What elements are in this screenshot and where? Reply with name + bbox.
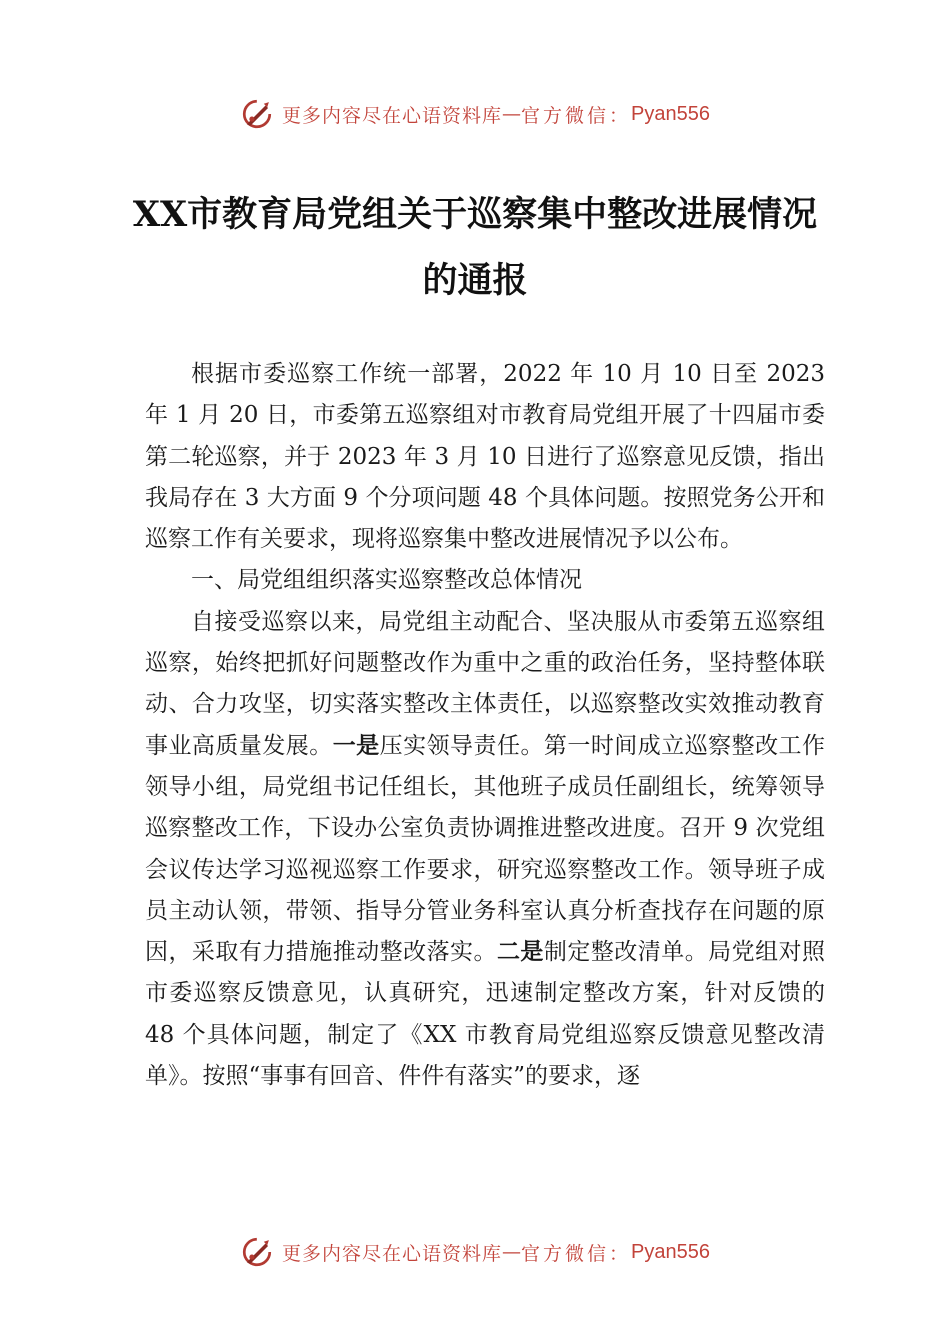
banner-text: 更多内容尽在心语资料库	[282, 1242, 503, 1265]
brush-logo-icon	[240, 97, 274, 131]
banner-wechat-label: 官方微信：	[521, 104, 632, 127]
section-text-part3: 制定整改清单。局党组对照市委巡察反馈意见，认真研究，迅速制定整改方案，针对反馈的 48 个具体问题，制定了《XX 市教育局党组巡察反馈意见整改清单》。按照“事事有回音、件件有落实”的要求，逐	[145, 939, 826, 1090]
banner-wechat-id: Pyan556	[631, 1240, 710, 1263]
banner-separator: —	[502, 1241, 522, 1263]
banner-wechat-label: 官方微信：	[521, 1242, 632, 1265]
section-heading: 一、局党组组织落实巡察整改总体情况	[191, 567, 582, 594]
section-text-part1: 自接受巡察以来，局党组主动配合、坚决服从市委第五巡察组巡察，始终把抓好问题整改作为重中之重的政治任务，坚持整体联动、合力攻坚，切实落实整改主体责任，以巡察整改实效推动教育事业高质量发展。	[145, 608, 825, 759]
footer-banner	[0, 1230, 950, 1274]
emphasis-second: 二是	[496, 939, 544, 966]
banner-text: 更多内容尽在心语资料库	[282, 104, 503, 127]
section-paragraph	[145, 602, 825, 1098]
intro-paragraph: 根据市委巡察工作统一部署，2022 年 10 月 10 日至 2023 年 1 月 20 日，市委第五巡察组对市教育局党组开展了十四届市委第二轮巡察，并于 2023 年 3 月 10 日进行了巡察意见反馈，指出我局存在 3 大方面 9 个分项问题 48 个具体问题。按照党务公开和巡察工作有关要求，现将巡察集中整改进展情况予以公布。	[145, 361, 825, 553]
emphasis-first: 一是	[332, 732, 380, 759]
document-title: XX市教育局党组关于巡察集中整改进展情况的通报	[132, 194, 818, 301]
document-body	[145, 354, 825, 1097]
banner-wechat-id: Pyan556	[631, 102, 710, 125]
brush-logo-icon	[240, 1235, 274, 1269]
header-banner	[0, 92, 950, 136]
banner-separator: —	[502, 103, 522, 125]
section-text-part2: 压实领导责任。第一时间成立巡察整改工作领导小组，局党组书记任组长，其他班子成员任副组长，统筹领导巡察整改工作，下设办公室负责协调推进整改进度。召开 9 次党组会议传达学习巡视巡察工作要求，研究巡察整改工作。领导班子成员主动认领，带领、指导分管业务科室认真分析查找存在问题的原因，采取有力措施推动整改落实。	[145, 732, 826, 966]
